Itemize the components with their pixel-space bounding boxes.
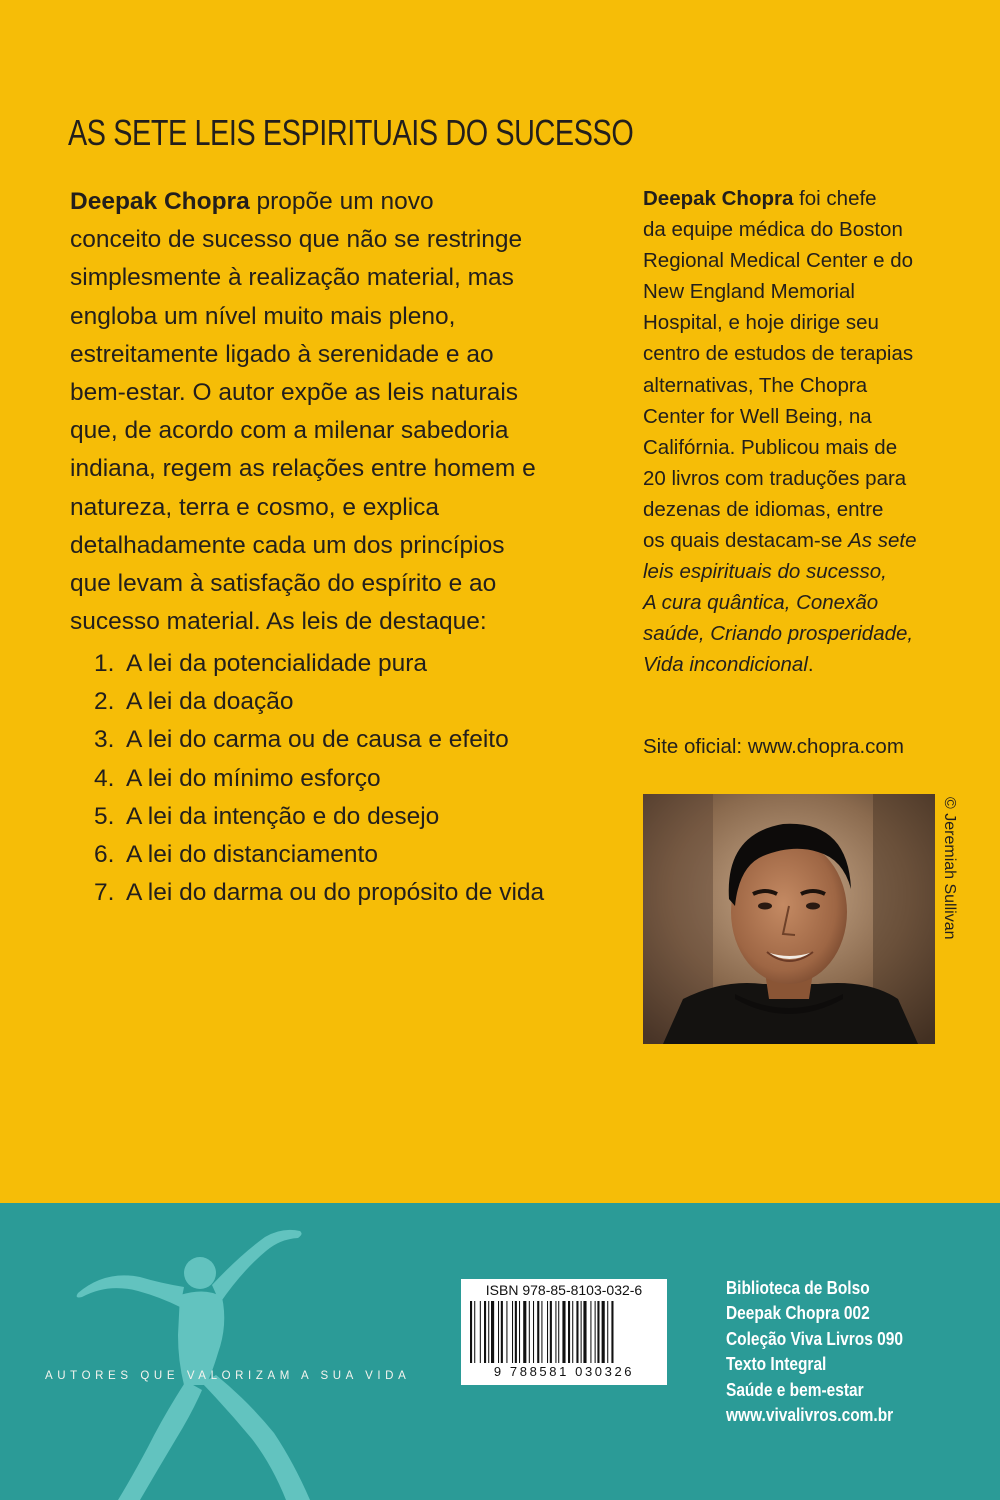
- barcode-box: [461, 1279, 667, 1385]
- bio-line: [643, 525, 963, 556]
- law-number: 1.: [94, 650, 115, 677]
- description-line: [70, 183, 590, 221]
- series-info-line: Deepak Chopra 002: [726, 1303, 870, 1324]
- series-info-line: Coleção Viva Livros 090: [726, 1328, 903, 1349]
- bio-line-plain: os quais destacam-se: [643, 529, 849, 553]
- description-line: sucesso material. As leis de destaque:: [70, 608, 487, 636]
- barcode-bar: [595, 1301, 596, 1363]
- law-item: [94, 798, 544, 836]
- bio-line: [643, 649, 963, 680]
- law-number: 4.: [94, 764, 115, 792]
- bio-period: .: [807, 653, 814, 677]
- law-text: A lei do carma ou de causa e efeito: [126, 726, 509, 754]
- bio-line: New England Memorial: [643, 280, 855, 304]
- bio-author: Deepak Chopra: [643, 187, 794, 210]
- law-item: [94, 760, 544, 798]
- isbn-label: ISBN 978-85-8103-032-6: [485, 1282, 643, 1298]
- bio-book-titles: A cura quântica, Conexão: [643, 591, 879, 615]
- barcode-bar: [498, 1301, 499, 1363]
- series-info-line: Saúde e bem-estar: [726, 1379, 864, 1400]
- barcode-bar: [488, 1301, 489, 1363]
- barcode-bar: [558, 1301, 559, 1363]
- law-item: [94, 721, 544, 759]
- law-text: A lei da intenção e do desejo: [126, 802, 440, 830]
- law-text: A lei do darma ou do propósito de vida: [126, 879, 545, 907]
- barcode-bar: [555, 1301, 556, 1363]
- official-site: Site oficial: www.chopra.com: [643, 735, 904, 758]
- bio-line: alternativas, The Chopra: [643, 373, 868, 397]
- series-info-line: Texto Integral: [726, 1354, 827, 1375]
- barcode-bar: [597, 1301, 599, 1363]
- barcode-bar: [590, 1301, 591, 1363]
- dancer-figure: [77, 1230, 310, 1500]
- barcode-bar: [484, 1301, 486, 1363]
- barcode-bar: [547, 1301, 548, 1363]
- bio-line: centro de estudos de terapias: [643, 342, 914, 366]
- description-line-rest: propõe um novo: [249, 188, 434, 215]
- author-photo: [643, 794, 935, 1044]
- bio-line: Center for Well Being, na: [643, 404, 872, 428]
- barcode-bar: [568, 1301, 570, 1363]
- description-line: natureza, terra e cosmo, e explica: [70, 493, 440, 521]
- barcode-bar: [470, 1301, 472, 1363]
- barcode-bar: [576, 1301, 578, 1363]
- barcode-number: 9 788581 030326: [493, 1364, 635, 1379]
- book-description: [70, 183, 590, 641]
- barcode-bar: [491, 1301, 494, 1363]
- law-item: [94, 645, 544, 683]
- bio-book-titles: leis espirituais do sucesso,: [643, 560, 887, 584]
- law-item: [94, 836, 544, 874]
- barcode-bar: [583, 1301, 586, 1363]
- description-line: que levam à satisfação do espírito e ao: [70, 570, 497, 598]
- law-text: A lei do mínimo esforço: [126, 764, 381, 792]
- barcode-bar: [533, 1301, 534, 1363]
- description-line: indiana, regem as relações entre homem e: [70, 455, 536, 483]
- tagline: AUTORES QUE VALORIZAM A SUA VIDA: [45, 1370, 411, 1382]
- bio-book-title: Vida incondicional: [643, 653, 808, 677]
- barcode-bar: [537, 1301, 539, 1363]
- bio-line: Regional Medical Center e do: [643, 249, 914, 273]
- photo-credit-text: © Jeremiah Sullivan: [941, 797, 958, 940]
- description-line: estreitamente ligado à serenidade e ao: [70, 340, 494, 368]
- barcode-bar: [474, 1301, 475, 1363]
- barcode-bar: [480, 1301, 481, 1363]
- bio-line: 20 livros com traduções para: [643, 466, 907, 490]
- dancer-logo: [60, 1225, 360, 1500]
- barcode-bar: [572, 1301, 573, 1363]
- bio-book-title: As sete: [848, 529, 917, 553]
- publisher-url: www.vivalivros.com.br: [726, 1404, 894, 1425]
- description-line: conceito de sucesso que não se restringe: [70, 226, 523, 254]
- barcode: [468, 1301, 660, 1363]
- barcode-bar: [541, 1301, 542, 1363]
- bio-line: dezenas de idiomas, entre: [643, 497, 884, 521]
- series-info: [726, 1276, 932, 1428]
- description-line: bem-estar. O autor expõe as leis naturais: [70, 379, 519, 407]
- bio-line: Califórnia. Publicou mais de: [643, 435, 898, 459]
- barcode-bar: [550, 1301, 552, 1363]
- laws-list: [94, 645, 544, 912]
- barcode-bar: [523, 1301, 526, 1363]
- description-line: que, de acordo com a milenar sabedoria: [70, 417, 509, 445]
- law-item: [94, 874, 544, 912]
- law-item: [94, 683, 544, 721]
- law-number: 2.: [94, 688, 115, 716]
- barcode-bar: [562, 1301, 565, 1363]
- book-title: AS SETE LEIS ESPIRITUAIS DO SUCESSO: [68, 112, 634, 153]
- law-number: 5.: [94, 802, 115, 830]
- description-line: detalhadamente cada um dos princípios: [70, 531, 505, 559]
- barcode-bar: [607, 1301, 608, 1363]
- law-number: 3.: [94, 726, 115, 754]
- bio-line: da equipe médica do Boston: [643, 218, 903, 242]
- barcode-bar: [512, 1301, 513, 1363]
- description-line: engloba um nível muito mais pleno,: [70, 302, 456, 330]
- barcode-bar: [529, 1301, 530, 1363]
- law-text: A lei do distanciamento: [126, 840, 378, 868]
- barcode-bar: [501, 1301, 503, 1363]
- barcode-bar: [515, 1301, 517, 1363]
- barcode-bar: [506, 1301, 507, 1363]
- bio-line: Hospital, e hoje dirige seu: [643, 311, 879, 335]
- bio-book-titles: saúde, Criando prosperidade,: [643, 622, 914, 646]
- description-author: Deepak Chopra: [70, 188, 250, 215]
- author-bio: [643, 183, 963, 681]
- barcode-bar: [602, 1301, 605, 1363]
- bio-line: [643, 183, 963, 214]
- law-text: A lei da doação: [126, 688, 294, 716]
- series-info-line: Biblioteca de Bolso: [726, 1278, 870, 1298]
- law-text: A lei da potencialidade pura: [126, 650, 428, 677]
- barcode-bar: [611, 1301, 613, 1363]
- law-number: 6.: [94, 840, 115, 868]
- bio-line-rest: foi chefe: [793, 187, 877, 210]
- barcode-bar: [519, 1301, 520, 1363]
- barcode-bar: [581, 1301, 582, 1363]
- law-number: 7.: [94, 879, 115, 907]
- description-line: simplesmente à realização material, mas: [70, 264, 514, 292]
